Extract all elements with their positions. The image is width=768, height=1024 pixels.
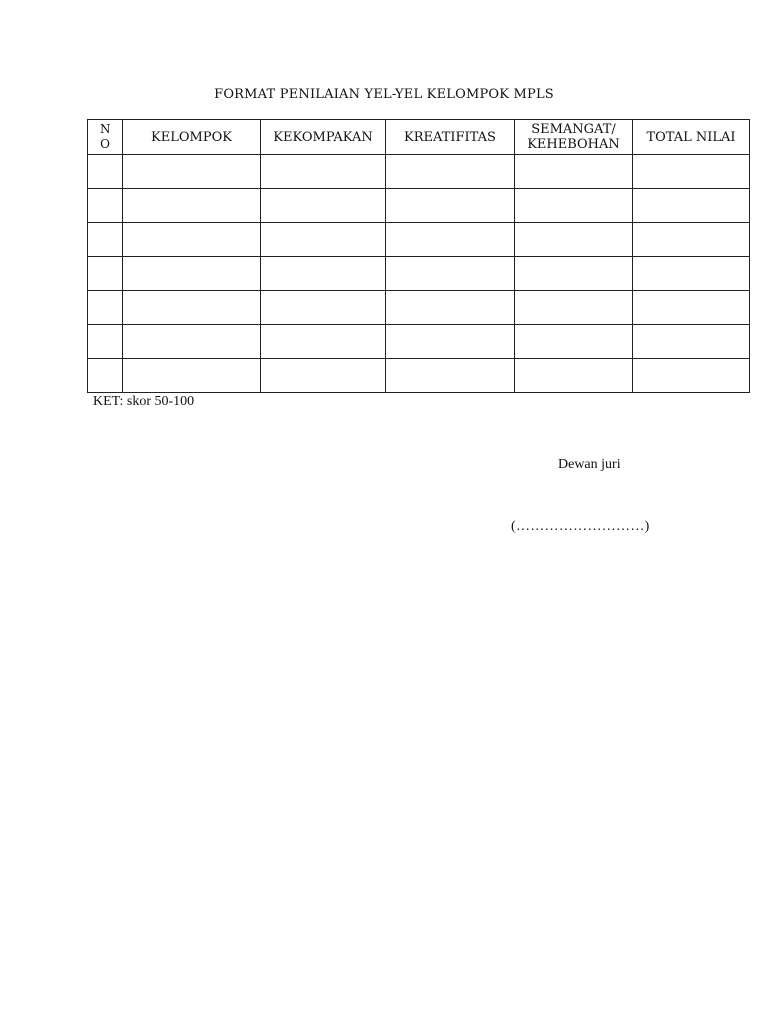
cell-semangat[interactable] <box>515 257 633 291</box>
table-row <box>88 189 750 223</box>
cell-kekompakan[interactable] <box>261 189 386 223</box>
cell-total[interactable] <box>633 155 750 189</box>
cell-kekompakan[interactable] <box>261 155 386 189</box>
cell-kelompok[interactable] <box>123 291 261 325</box>
cell-semangat[interactable] <box>515 189 633 223</box>
signature-label: Dewan juri <box>558 457 621 472</box>
cell-kreatifitas[interactable] <box>386 291 515 325</box>
cell-semangat[interactable] <box>515 291 633 325</box>
cell-total[interactable] <box>633 189 750 223</box>
signature-line: (………………………) <box>511 519 650 534</box>
cell-kekompakan[interactable] <box>261 359 386 393</box>
cell-semangat[interactable] <box>515 155 633 189</box>
cell-kekompakan[interactable] <box>261 325 386 359</box>
cell-total[interactable] <box>633 257 750 291</box>
table-body <box>88 155 750 393</box>
cell-no[interactable] <box>88 257 123 291</box>
score-table <box>87 119 750 393</box>
header-no: NO <box>88 120 123 155</box>
cell-kelompok[interactable] <box>123 257 261 291</box>
cell-kreatifitas[interactable] <box>386 223 515 257</box>
cell-kelompok[interactable] <box>123 223 261 257</box>
cell-no[interactable] <box>88 359 123 393</box>
header-kreatifitas: KREATIFITAS <box>386 120 515 155</box>
cell-kekompakan[interactable] <box>261 223 386 257</box>
cell-kreatifitas[interactable] <box>386 359 515 393</box>
cell-kreatifitas[interactable] <box>386 257 515 291</box>
table-row <box>88 359 750 393</box>
cell-no[interactable] <box>88 155 123 189</box>
table-row <box>88 291 750 325</box>
cell-kekompakan[interactable] <box>261 257 386 291</box>
cell-no[interactable] <box>88 325 123 359</box>
cell-kelompok[interactable] <box>123 325 261 359</box>
header-kelompok: KELOMPOK <box>123 120 261 155</box>
cell-semangat[interactable] <box>515 223 633 257</box>
table-row <box>88 155 750 189</box>
cell-total[interactable] <box>633 223 750 257</box>
table-header-row <box>88 120 750 155</box>
score-note: KET: skor 50-100 <box>93 394 195 409</box>
table-row <box>88 223 750 257</box>
cell-kreatifitas[interactable] <box>386 325 515 359</box>
cell-kelompok[interactable] <box>123 189 261 223</box>
table-row <box>88 257 750 291</box>
cell-kekompakan[interactable] <box>261 291 386 325</box>
cell-kreatifitas[interactable] <box>386 189 515 223</box>
cell-total[interactable] <box>633 291 750 325</box>
cell-no[interactable] <box>88 291 123 325</box>
cell-semangat[interactable] <box>515 359 633 393</box>
cell-semangat[interactable] <box>515 325 633 359</box>
cell-kelompok[interactable] <box>123 155 261 189</box>
cell-total[interactable] <box>633 359 750 393</box>
header-total-nilai: TOTAL NILAI <box>633 120 750 155</box>
cell-total[interactable] <box>633 325 750 359</box>
document-title: FORMAT PENILAIAN YEL-YEL KELOMPOK MPLS <box>214 87 554 102</box>
header-kekompakan: KEKOMPAKAN <box>261 120 386 155</box>
cell-no[interactable] <box>88 223 123 257</box>
cell-no[interactable] <box>88 189 123 223</box>
cell-kelompok[interactable] <box>123 359 261 393</box>
cell-kreatifitas[interactable] <box>386 155 515 189</box>
table-row <box>88 325 750 359</box>
header-semangat: SEMANGAT/ KEHEBOHAN <box>515 120 633 155</box>
